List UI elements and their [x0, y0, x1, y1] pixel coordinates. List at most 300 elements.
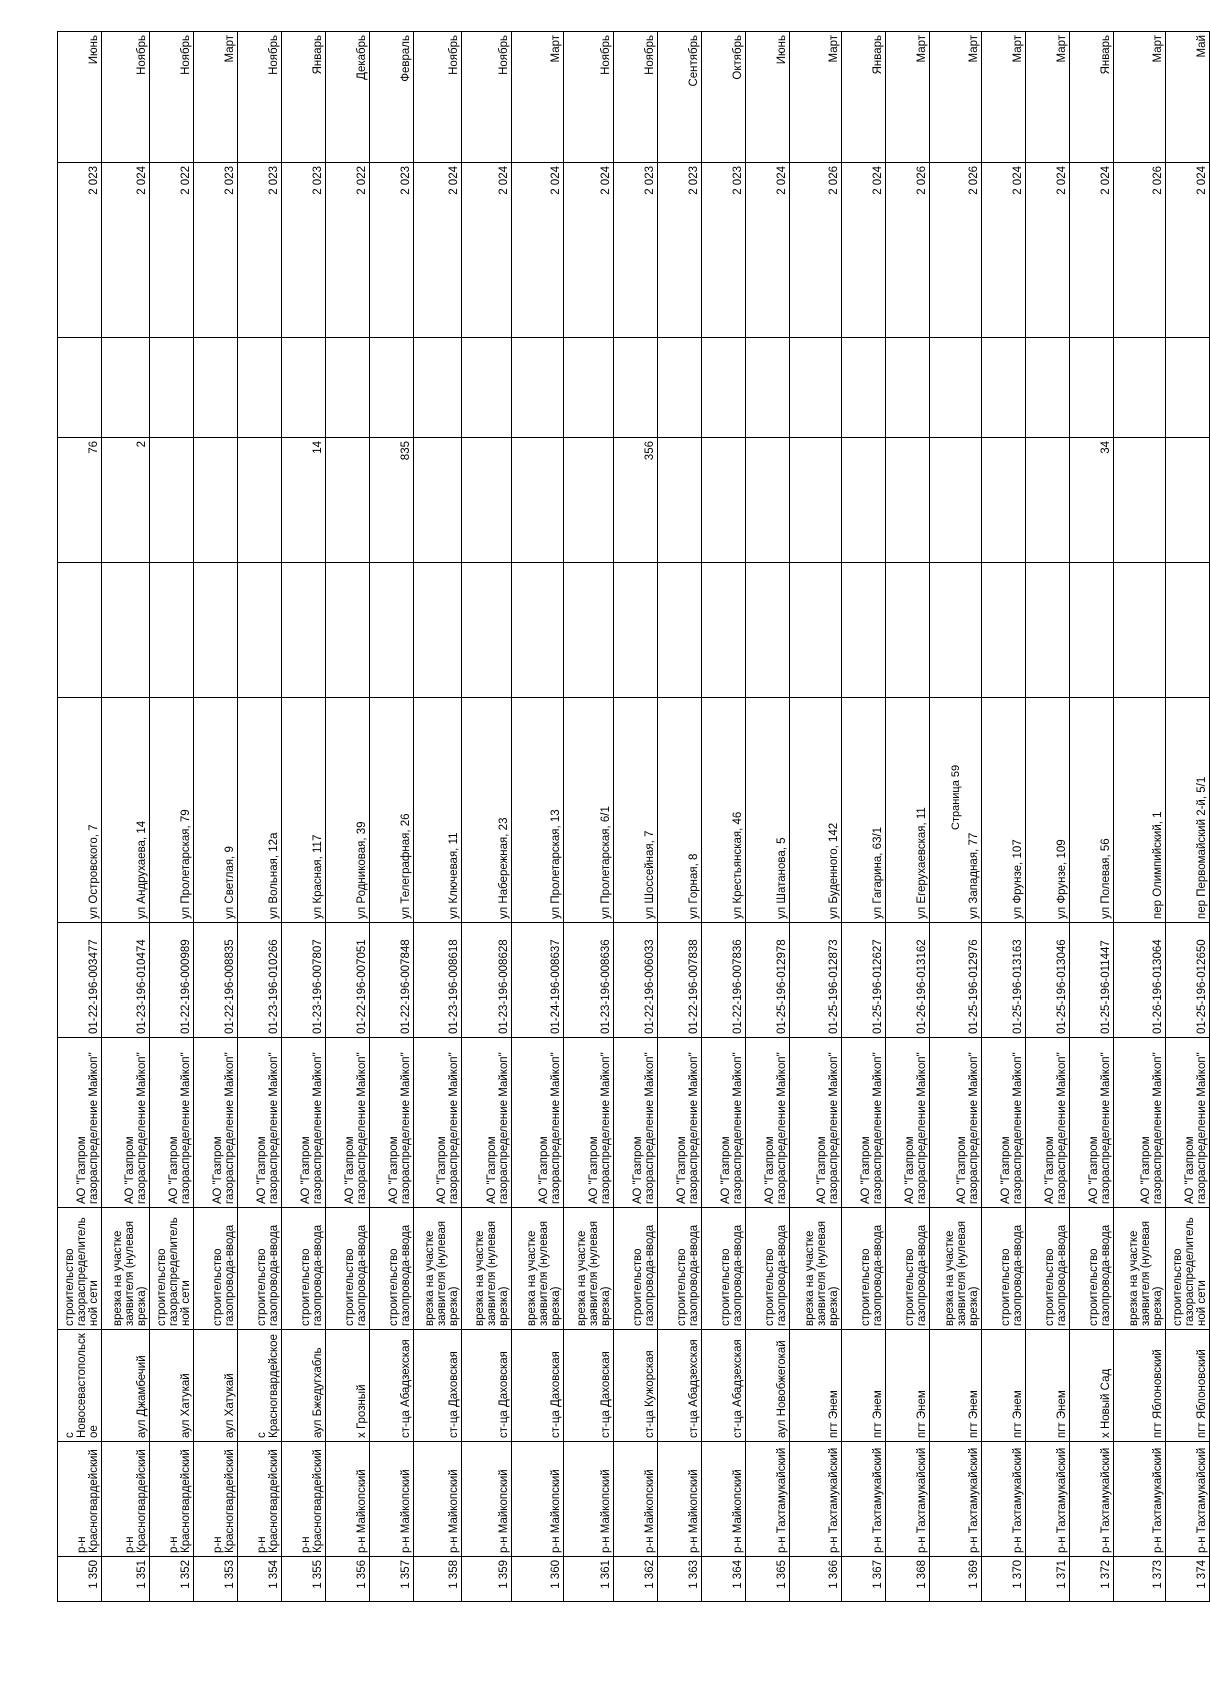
organization-cell: АО "Газпром газораспределение Майкоп" — [1166, 1038, 1210, 1208]
work-type-cell: врезка на участке заявителя (нулевая врезка) — [1114, 1208, 1166, 1330]
settlement-cell: ст-ца Абадзехская — [658, 1330, 702, 1442]
organization-cell: АО "Газпром газораспределение Майкоп" — [282, 1038, 326, 1208]
empty-cell — [746, 563, 790, 698]
organization-cell: АО "Газпром газораспределение Майкоп" — [982, 1038, 1026, 1208]
value-cell — [238, 438, 282, 563]
row-number: 1 354 — [238, 1557, 282, 1602]
organization-cell: АО "Газпром газораспределение Майкоп" — [564, 1038, 614, 1208]
empty-cell — [1026, 338, 1070, 438]
request-code-cell: 01-23-196-008618 — [414, 923, 462, 1038]
row-number: 1 357 — [370, 1557, 414, 1602]
district-cell: р-н Красногвардейский — [102, 1442, 150, 1557]
table-row — [102, 32, 150, 1602]
year-cell: 2 024 — [842, 163, 886, 338]
table-row — [790, 32, 842, 1602]
table-row — [1026, 32, 1070, 1602]
empty-cell — [150, 338, 194, 438]
request-code-cell: 01-25-196-013046 — [1026, 923, 1070, 1038]
settlement-cell: пгт Яблоновский — [1166, 1330, 1210, 1442]
empty-cell — [930, 338, 982, 438]
organization-cell: АО "Газпром газораспределение Майкоп" — [102, 1038, 150, 1208]
request-code-cell: 01-25-196-012873 — [790, 923, 842, 1038]
request-code-cell: 01-24-196-008637 — [512, 923, 564, 1038]
value-cell — [746, 438, 790, 563]
value-cell — [702, 438, 746, 563]
row-number: 1 372 — [1070, 1557, 1114, 1602]
district-cell: р-н Красногвардейский — [282, 1442, 326, 1557]
address-cell: ул Андрухаева, 14 — [102, 698, 150, 923]
empty-cell — [564, 563, 614, 698]
request-code-cell: 01-25-196-013163 — [982, 923, 1026, 1038]
empty-cell — [414, 563, 462, 698]
organization-cell: АО "Газпром газораспределение Майкоп" — [512, 1038, 564, 1208]
row-number: 1 368 — [886, 1557, 930, 1602]
settlement-cell: пгт Энем — [982, 1330, 1026, 1442]
month-cell: Март — [512, 32, 564, 163]
district-cell: р-н Майкопский — [414, 1442, 462, 1557]
request-code-cell: 01-22-196-007838 — [658, 923, 702, 1038]
district-cell: р-н Тахтамукайский — [1026, 1442, 1070, 1557]
value-cell — [564, 438, 614, 563]
value-cell — [930, 438, 982, 563]
table-row — [512, 32, 564, 1602]
empty-cell — [1070, 563, 1114, 698]
address-cell: ул Пролетарская, 13 — [512, 698, 564, 923]
district-cell: р-н Майкопский — [370, 1442, 414, 1557]
year-cell: 2 024 — [1070, 163, 1114, 338]
district-cell: р-н Тахтамукайский — [746, 1442, 790, 1557]
empty-cell — [886, 563, 930, 698]
rotated-table-frame — [57, 32, 1208, 1602]
settlement-cell: с Красногвардейское — [238, 1330, 282, 1442]
value-cell — [414, 438, 462, 563]
empty-cell — [282, 563, 326, 698]
row-number: 1 363 — [658, 1557, 702, 1602]
district-cell: р-н Тахтамукайский — [886, 1442, 930, 1557]
request-code-cell: 01-23-196-010474 — [102, 923, 150, 1038]
empty-cell — [842, 563, 886, 698]
empty-cell — [702, 563, 746, 698]
value-cell — [982, 438, 1026, 563]
value-cell — [790, 438, 842, 563]
settlement-cell: пгт Яблоновский — [1114, 1330, 1166, 1442]
year-cell: 2 026 — [1114, 163, 1166, 338]
empty-cell — [1026, 563, 1070, 698]
year-cell: 2 023 — [238, 163, 282, 338]
settlement-cell: ст-ца Абадзехская — [702, 1330, 746, 1442]
month-cell: Февраль — [370, 32, 414, 163]
request-code-cell: 01-26-196-013162 — [886, 923, 930, 1038]
year-cell: 2 023 — [658, 163, 702, 338]
organization-cell: АО "Газпром газораспределение Майкоп" — [1026, 1038, 1070, 1208]
settlement-cell: аул Бжедугхабль — [282, 1330, 326, 1442]
table-row — [238, 32, 282, 1602]
value-cell — [658, 438, 702, 563]
empty-cell — [886, 338, 930, 438]
empty-cell — [1070, 338, 1114, 438]
rotated-page — [57, 32, 1208, 1602]
organization-cell: АО "Газпром газораспределение Майкоп" — [326, 1038, 370, 1208]
district-cell: р-н Тахтамукайский — [1114, 1442, 1166, 1557]
request-code-cell: 01-25-196-012978 — [746, 923, 790, 1038]
row-number: 1 352 — [150, 1557, 194, 1602]
address-cell: ул Западная, 77 — [930, 698, 982, 923]
month-cell: Сентябрь — [658, 32, 702, 163]
district-cell: р-н Майкопский — [658, 1442, 702, 1557]
settlement-cell: аул Джамбечий — [102, 1330, 150, 1442]
value-cell — [326, 438, 370, 563]
organization-cell: АО "Газпром газораспределение Майкоп" — [58, 1038, 102, 1208]
empty-cell — [102, 338, 150, 438]
address-cell: ул Егерухаевская, 11 — [886, 698, 930, 923]
value-cell — [1026, 438, 1070, 563]
address-cell: ул Красная, 117 — [282, 698, 326, 923]
organization-cell: АО "Газпром газораспределение Майкоп" — [194, 1038, 238, 1208]
value-cell: 2 — [102, 438, 150, 563]
settlement-cell: х Грозный — [326, 1330, 370, 1442]
work-type-cell: строительство газопровода-ввода — [326, 1208, 370, 1330]
organization-cell: АО "Газпром газораспределение Майкоп" — [150, 1038, 194, 1208]
row-number: 1 361 — [564, 1557, 614, 1602]
table-row — [614, 32, 658, 1602]
request-code-cell: 01-22-196-007836 — [702, 923, 746, 1038]
year-cell: 2 023 — [58, 163, 102, 338]
organization-cell: АО "Газпром газораспределение Майкоп" — [658, 1038, 702, 1208]
request-code-cell: 01-25-196-012650 — [1166, 923, 1210, 1038]
settlement-cell: аул Хатукай — [150, 1330, 194, 1442]
request-code-cell: 01-22-196-003477 — [58, 923, 102, 1038]
year-cell: 2 022 — [150, 163, 194, 338]
table-row — [370, 32, 414, 1602]
year-cell: 2 026 — [886, 163, 930, 338]
district-cell: р-н Тахтамукайский — [1070, 1442, 1114, 1557]
year-cell: 2 026 — [930, 163, 982, 338]
month-cell: Июнь — [58, 32, 102, 163]
row-number: 1 351 — [102, 1557, 150, 1602]
month-cell: Март — [886, 32, 930, 163]
district-cell: р-н Красногвардейский — [150, 1442, 194, 1557]
settlement-cell: ст-ца Даховская — [512, 1330, 564, 1442]
month-cell: Ноябрь — [102, 32, 150, 163]
request-code-cell: 01-25-196-011447 — [1070, 923, 1114, 1038]
work-type-cell: строительство газопровода-ввода — [702, 1208, 746, 1330]
work-type-cell: врезка на участке заявителя (нулевая врезка) — [512, 1208, 564, 1330]
empty-cell — [462, 338, 512, 438]
address-cell: ул Набережная, 23 — [462, 698, 512, 923]
work-type-cell: врезка на участке заявителя (нулевая врезка) — [790, 1208, 842, 1330]
year-cell: 2 024 — [564, 163, 614, 338]
month-cell: Март — [1026, 32, 1070, 163]
month-cell: Март — [790, 32, 842, 163]
request-code-cell: 01-23-196-007807 — [282, 923, 326, 1038]
work-type-cell: врезка на участке заявителя (нулевая врезка) — [414, 1208, 462, 1330]
work-type-cell: строительство газораспределительной сети — [1166, 1208, 1210, 1330]
year-cell: 2 024 — [1166, 163, 1210, 338]
empty-cell — [790, 338, 842, 438]
empty-cell — [982, 338, 1026, 438]
work-type-cell: строительство газопровода-ввода — [658, 1208, 702, 1330]
row-number: 1 362 — [614, 1557, 658, 1602]
empty-cell — [1114, 563, 1166, 698]
value-cell — [462, 438, 512, 563]
district-cell: р-н Майкопский — [512, 1442, 564, 1557]
value-cell — [1114, 438, 1166, 563]
table-row — [326, 32, 370, 1602]
table-row — [194, 32, 238, 1602]
empty-cell — [58, 338, 102, 438]
row-number: 1 369 — [930, 1557, 982, 1602]
row-number: 1 366 — [790, 1557, 842, 1602]
request-code-cell: 01-22-196-008835 — [194, 923, 238, 1038]
address-cell: пер Олимпийский, 1 — [1114, 698, 1166, 923]
year-cell: 2 023 — [370, 163, 414, 338]
month-cell: Декабрь — [326, 32, 370, 163]
year-cell: 2 024 — [746, 163, 790, 338]
row-number: 1 359 — [462, 1557, 512, 1602]
request-code-cell: 01-22-196-006033 — [614, 923, 658, 1038]
month-cell: Ноябрь — [564, 32, 614, 163]
empty-cell — [282, 338, 326, 438]
row-number: 1 356 — [326, 1557, 370, 1602]
year-cell: 2 024 — [462, 163, 512, 338]
table-row — [58, 32, 102, 1602]
empty-cell — [414, 338, 462, 438]
table-row — [702, 32, 746, 1602]
settlement-cell: пгт Энем — [886, 1330, 930, 1442]
organization-cell: АО "Газпром газораспределение Майкоп" — [702, 1038, 746, 1208]
month-cell: Ноябрь — [150, 32, 194, 163]
value-cell: 835 — [370, 438, 414, 563]
month-cell: Январь — [282, 32, 326, 163]
district-cell: р-н Красногвардейский — [194, 1442, 238, 1557]
month-cell: Ноябрь — [462, 32, 512, 163]
row-number: 1 360 — [512, 1557, 564, 1602]
row-number: 1 355 — [282, 1557, 326, 1602]
request-code-cell: 01-22-196-000989 — [150, 923, 194, 1038]
empty-cell — [238, 563, 282, 698]
organization-cell: АО "Газпром газораспределение Майкоп" — [238, 1038, 282, 1208]
settlement-cell: пгт Энем — [842, 1330, 886, 1442]
settlement-cell: с Новосевастопольское — [58, 1330, 102, 1442]
work-type-cell: строительство газопровода-ввода — [238, 1208, 282, 1330]
row-number: 1 367 — [842, 1557, 886, 1602]
empty-cell — [564, 338, 614, 438]
request-code-cell: 01-25-196-012627 — [842, 923, 886, 1038]
table-body — [58, 32, 1210, 1602]
table-row — [282, 32, 326, 1602]
address-cell: ул Гагарина, 63/1 — [842, 698, 886, 923]
work-type-cell: строительство газопровода-ввода — [282, 1208, 326, 1330]
organization-cell: АО "Газпром газораспределение Майкоп" — [370, 1038, 414, 1208]
organization-cell: АО "Газпром газораспределение Майкоп" — [790, 1038, 842, 1208]
address-cell: ул Родниковая, 39 — [326, 698, 370, 923]
value-cell — [842, 438, 886, 563]
table-row — [982, 32, 1026, 1602]
settlement-cell: х Новый Сад — [1070, 1330, 1114, 1442]
organization-cell: АО "Газпром газораспределение Майкоп" — [842, 1038, 886, 1208]
table-row — [150, 32, 194, 1602]
request-code-cell: 01-23-196-010266 — [238, 923, 282, 1038]
work-type-cell: строительство газопровода-ввода — [982, 1208, 1026, 1330]
table-row — [1166, 32, 1210, 1602]
year-cell: 2 022 — [326, 163, 370, 338]
month-cell: Ноябрь — [238, 32, 282, 163]
data-table — [57, 31, 1210, 1602]
page-number: Страница 59 — [950, 764, 962, 830]
value-cell — [886, 438, 930, 563]
organization-cell: АО "Газпром газораспределение Майкоп" — [746, 1038, 790, 1208]
work-type-cell: врезка на участке заявителя (нулевая врезка) — [930, 1208, 982, 1330]
address-cell: ул Шоссейная, 7 — [614, 698, 658, 923]
address-cell: ул Пролетарская, 79 — [150, 698, 194, 923]
settlement-cell: пгт Энем — [930, 1330, 982, 1442]
empty-cell — [194, 338, 238, 438]
district-cell: р-н Красногвардейский — [58, 1442, 102, 1557]
empty-cell — [1114, 338, 1166, 438]
row-number: 1 364 — [702, 1557, 746, 1602]
year-cell: 2 023 — [194, 163, 238, 338]
address-cell: ул Горная, 8 — [658, 698, 702, 923]
address-cell: пер Первомайский 2-й, 5/1 — [1166, 698, 1210, 923]
month-cell: Ноябрь — [414, 32, 462, 163]
empty-cell — [326, 563, 370, 698]
address-cell: ул Фрунзе, 109 — [1026, 698, 1070, 923]
address-cell: ул Шатанова, 5 — [746, 698, 790, 923]
empty-cell — [658, 338, 702, 438]
row-number: 1 358 — [414, 1557, 462, 1602]
month-cell: Март — [1114, 32, 1166, 163]
year-cell: 2 023 — [614, 163, 658, 338]
work-type-cell: строительство газопровода-ввода — [1026, 1208, 1070, 1330]
month-cell: Январь — [842, 32, 886, 163]
year-cell: 2 023 — [282, 163, 326, 338]
district-cell: р-н Майкопский — [614, 1442, 658, 1557]
organization-cell: АО "Газпром газораспределение Майкоп" — [614, 1038, 658, 1208]
empty-cell — [930, 563, 982, 698]
value-cell — [512, 438, 564, 563]
row-number: 1 374 — [1166, 1557, 1210, 1602]
address-cell: ул Ключевая, 11 — [414, 698, 462, 923]
empty-cell — [658, 563, 702, 698]
district-cell: р-н Тахтамукайский — [1166, 1442, 1210, 1557]
address-cell: ул Островского, 7 — [58, 698, 102, 923]
row-number: 1 353 — [194, 1557, 238, 1602]
table-row — [886, 32, 930, 1602]
settlement-cell: ст-ца Даховская — [414, 1330, 462, 1442]
empty-cell — [982, 563, 1026, 698]
table-row — [462, 32, 512, 1602]
empty-cell — [150, 563, 194, 698]
work-type-cell: строительство газопровода-ввода — [614, 1208, 658, 1330]
table-row — [746, 32, 790, 1602]
month-cell: Март — [982, 32, 1026, 163]
table-row — [1070, 32, 1114, 1602]
empty-cell — [326, 338, 370, 438]
empty-cell — [370, 563, 414, 698]
year-cell: 2 026 — [790, 163, 842, 338]
empty-cell — [512, 563, 564, 698]
row-number: 1 370 — [982, 1557, 1026, 1602]
year-cell: 2 023 — [702, 163, 746, 338]
district-cell: р-н Тахтамукайский — [930, 1442, 982, 1557]
row-number: 1 373 — [1114, 1557, 1166, 1602]
address-cell: ул Вольная, 12а — [238, 698, 282, 923]
district-cell: р-н Красногвардейский — [238, 1442, 282, 1557]
organization-cell: АО "Газпром газораспределение Майкоп" — [414, 1038, 462, 1208]
address-cell: ул Пролетарская, 6/1 — [564, 698, 614, 923]
settlement-cell: ст-ца Кужорская — [614, 1330, 658, 1442]
settlement-cell: аул Новобжегокай — [746, 1330, 790, 1442]
request-code-cell: 01-22-196-007051 — [326, 923, 370, 1038]
address-cell: ул Телеграфная, 26 — [370, 698, 414, 923]
organization-cell: АО "Газпром газораспределение Майкоп" — [1114, 1038, 1166, 1208]
table-row — [842, 32, 886, 1602]
work-type-cell: врезка на участке заявителя (нулевая врезка) — [102, 1208, 150, 1330]
empty-cell — [702, 338, 746, 438]
table-row — [1114, 32, 1166, 1602]
settlement-cell: ст-ца Абадзехская — [370, 1330, 414, 1442]
month-cell: Октябрь — [702, 32, 746, 163]
year-cell: 2 024 — [512, 163, 564, 338]
settlement-cell: аул Хатукай — [194, 1330, 238, 1442]
value-cell — [194, 438, 238, 563]
work-type-cell: строительство газораспределительной сети — [58, 1208, 102, 1330]
empty-cell — [58, 563, 102, 698]
work-type-cell: врезка на участке заявителя (нулевая врезка) — [564, 1208, 614, 1330]
month-cell: Май — [1166, 32, 1210, 163]
table-row — [414, 32, 462, 1602]
work-type-cell: строительство газопровода-ввода — [370, 1208, 414, 1330]
value-cell — [150, 438, 194, 563]
empty-cell — [512, 338, 564, 438]
district-cell: р-н Тахтамукайский — [790, 1442, 842, 1557]
district-cell: р-н Майкопский — [462, 1442, 512, 1557]
value-cell: 76 — [58, 438, 102, 563]
settlement-cell: пгт Энем — [1026, 1330, 1070, 1442]
district-cell: р-н Майкопский — [702, 1442, 746, 1557]
work-type-cell: врезка на участке заявителя (нулевая врезка) — [462, 1208, 512, 1330]
request-code-cell: 01-23-196-008636 — [564, 923, 614, 1038]
empty-cell — [746, 338, 790, 438]
address-cell: ул Крестьянская, 46 — [702, 698, 746, 923]
work-type-cell: строительство газопровода-ввода — [842, 1208, 886, 1330]
settlement-cell: ст-ца Даховская — [462, 1330, 512, 1442]
district-cell: р-н Тахтамукайский — [982, 1442, 1026, 1557]
work-type-cell: строительство газораспределительной сети — [150, 1208, 194, 1330]
request-code-cell: 01-23-196-008628 — [462, 923, 512, 1038]
address-cell: ул Светлая, 9 — [194, 698, 238, 923]
organization-cell: АО "Газпром газораспределение Майкоп" — [930, 1038, 982, 1208]
row-number: 1 350 — [58, 1557, 102, 1602]
district-cell: р-н Тахтамукайский — [842, 1442, 886, 1557]
empty-cell — [194, 563, 238, 698]
month-cell: Март — [194, 32, 238, 163]
empty-cell — [238, 338, 282, 438]
address-cell: ул Полевая, 56 — [1070, 698, 1114, 923]
table-row — [658, 32, 702, 1602]
empty-cell — [842, 338, 886, 438]
table-row — [564, 32, 614, 1602]
value-cell: 356 — [614, 438, 658, 563]
year-cell: 2 024 — [102, 163, 150, 338]
request-code-cell: 01-26-196-013064 — [1114, 923, 1166, 1038]
work-type-cell: строительство газопровода-ввода — [886, 1208, 930, 1330]
organization-cell: АО "Газпром газораспределение Майкоп" — [462, 1038, 512, 1208]
empty-cell — [614, 338, 658, 438]
value-cell: 14 — [282, 438, 326, 563]
value-cell: 34 — [1070, 438, 1114, 563]
month-cell: Январь — [1070, 32, 1114, 163]
